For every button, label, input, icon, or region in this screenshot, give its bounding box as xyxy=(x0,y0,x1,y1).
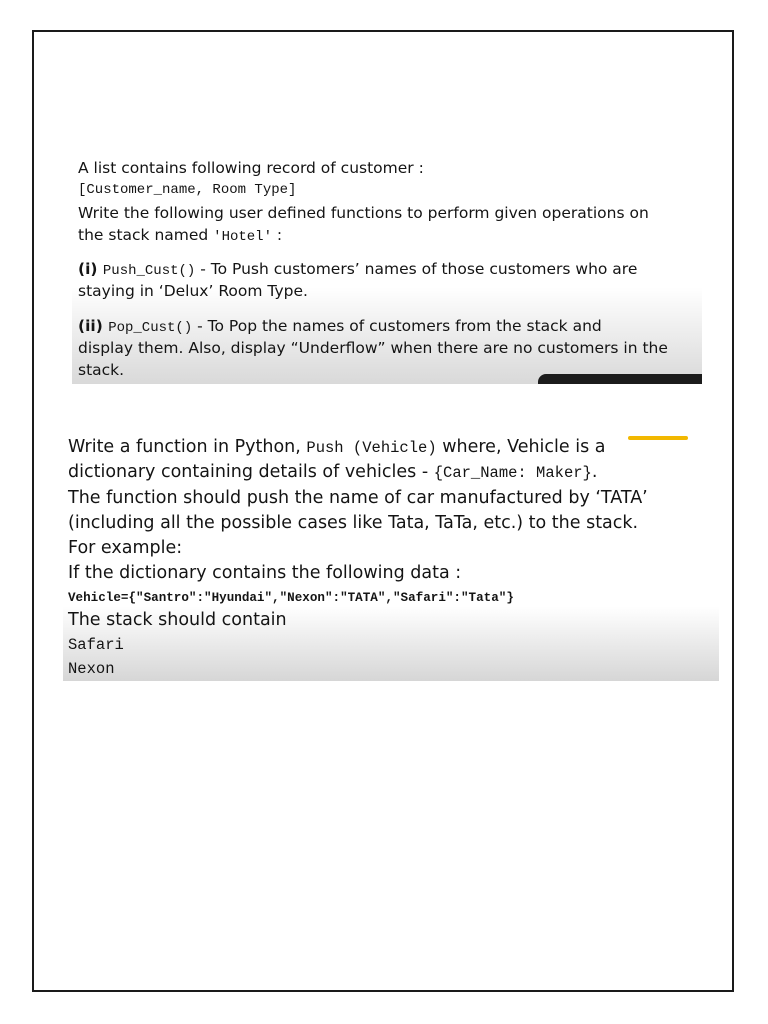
q1-stack-name-code: 'Hotel' xyxy=(213,229,272,245)
q2-dictionary-code: {Car_Name: Maker} xyxy=(433,464,592,482)
q1-stack-name-end: : xyxy=(271,226,283,244)
highlight-mark xyxy=(628,436,688,440)
q1-part-i-line-2: staying in ‘Delux’ Room Type. xyxy=(78,282,308,300)
q1-stack-name-line xyxy=(78,225,282,247)
q2-function-text: Write a function in Python, xyxy=(68,437,307,457)
q2-output-nexon: Nexon xyxy=(68,660,115,678)
q1-part-ii-line-3: stack. xyxy=(78,361,125,379)
question-1-card xyxy=(72,154,702,384)
q2-data-intro-line: If the dictionary contains the following data : xyxy=(68,563,462,583)
q2-function-line xyxy=(68,436,606,459)
q1-part-ii-line-2: display them. Also, display “Underflow” when there are no customers in the xyxy=(78,339,668,357)
q2-output-safari: Safari xyxy=(68,636,124,654)
q1-part-i-code: Push_Cust() xyxy=(102,263,196,279)
q1-part-ii-text: - To Pop the names of customers from the stack and xyxy=(192,317,602,335)
q2-dictionary-text: dictionary containing details of vehicles - xyxy=(68,462,434,482)
q2-dictionary-example: Vehicle={"Santro":"Hyundai","Nexon":"TATA","Safari":"Tata"} xyxy=(68,591,514,605)
q2-push-line: The function should push the name of car manufactured by ‘TATA’ xyxy=(68,488,648,508)
q1-instruction-line: Write the following user defined functions to perform given operations on xyxy=(78,204,649,222)
q1-part-i-text: - To Push customers’ names of those customers who are xyxy=(195,260,638,278)
q2-dictionary-line xyxy=(68,461,597,484)
video-overlay-bar xyxy=(538,374,702,384)
question-2-card xyxy=(63,432,719,681)
q1-part-i-line xyxy=(78,259,637,281)
q1-stack-name-text: the stack named xyxy=(78,226,214,244)
q1-part-i-label: (i) xyxy=(78,260,103,278)
q1-part-ii-code: Pop_Cust() xyxy=(108,320,193,336)
q1-part-ii-label: (ii) xyxy=(78,317,109,335)
q2-function-end: where, Vehicle is a xyxy=(436,437,606,457)
q2-function-code: Push (Vehicle) xyxy=(306,439,437,457)
q2-cases-line: (including all the possible cases like Tata, TaTa, etc.) to the stack. xyxy=(68,513,639,533)
q2-dictionary-end: . xyxy=(591,462,598,482)
q2-example-heading: For example: xyxy=(68,538,183,558)
q1-part-ii-line xyxy=(78,316,602,338)
q2-stack-heading: The stack should contain xyxy=(68,610,287,630)
q1-intro-line: A list contains following record of customer : xyxy=(78,159,424,177)
q1-record-format: [Customer_name, Room Type] xyxy=(78,182,297,198)
